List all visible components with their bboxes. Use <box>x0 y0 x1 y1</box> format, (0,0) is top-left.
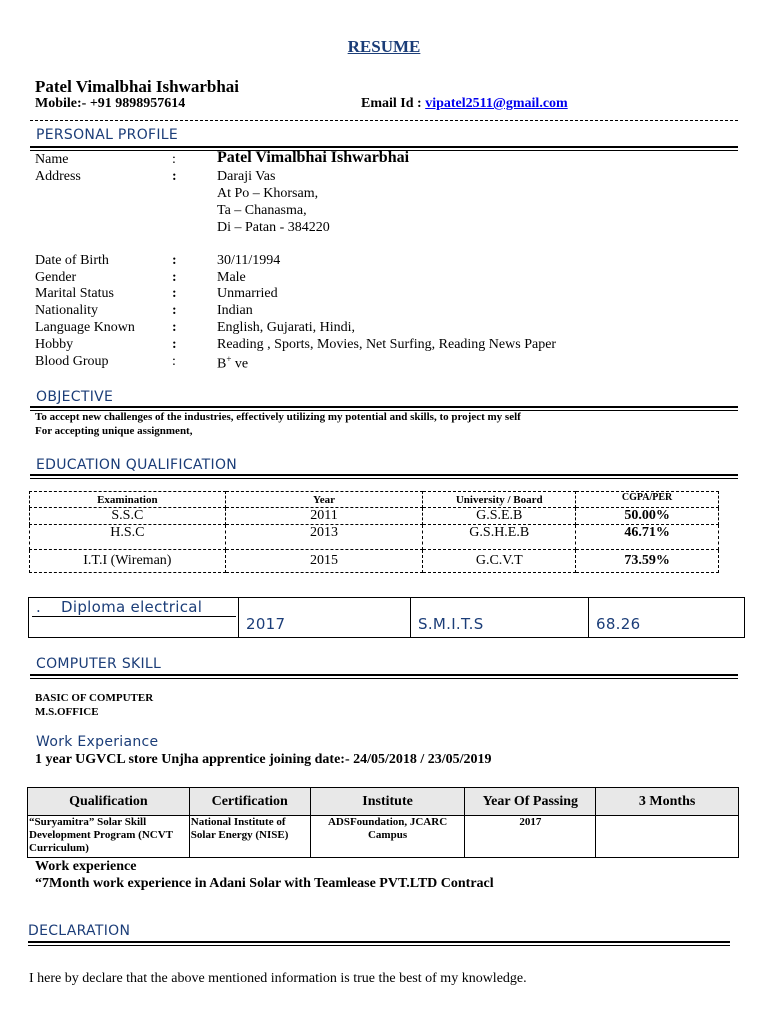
education-heading: EDUCATION QUALIFICATION <box>36 457 238 473</box>
skill-item: BASIC OF COMPUTER <box>35 692 154 704</box>
resume-title: RESUME <box>347 37 421 56</box>
address-line: Di – Patan - 384220 <box>217 220 330 235</box>
blood-group-base: B <box>217 356 227 372</box>
section-rule <box>30 678 738 679</box>
table-cell: I.T.I (Wireman) <box>30 550 226 573</box>
column-header: CGPA/PER <box>576 492 719 508</box>
table-row <box>30 550 719 573</box>
diploma-bullet: . <box>36 598 42 616</box>
table-header-row <box>30 492 719 508</box>
table-cell: H.S.C <box>30 525 226 550</box>
section-rule <box>30 478 738 479</box>
skill-item: M.S.OFFICE <box>35 706 99 718</box>
certification-table <box>27 787 739 858</box>
table-cell: National Institute of Solar Energy (NISE) <box>189 816 310 858</box>
table-cell: G.S.E.B <box>423 508 576 525</box>
diploma-underline <box>32 616 236 617</box>
field-colon: : <box>172 320 177 335</box>
objective-line-2: For accepting unique assignment, <box>35 425 193 437</box>
email-link[interactable]: vipatel2511@gmail.com <box>425 96 568 111</box>
language-value: English, Gujarati, Hindi, <box>217 320 356 335</box>
language-label: Language Known <box>35 320 135 335</box>
table-cell: 2013 <box>225 525 423 550</box>
diploma-name: Diploma electrical <box>61 598 203 616</box>
table-cell: 2011 <box>225 508 423 525</box>
blood-group-value <box>217 354 248 373</box>
table-header-row <box>28 788 739 816</box>
section-rule <box>30 474 738 476</box>
marital-status-label: Marital Status <box>35 286 114 301</box>
table-cell: 46.71% <box>576 525 719 550</box>
field-colon: : <box>172 286 177 301</box>
objective-heading: OBJECTIVE <box>36 389 114 405</box>
blood-group-sup: + <box>226 354 232 364</box>
work-experience-heading: Work Experiance <box>36 734 159 750</box>
column-header: Year Of Passing <box>465 788 596 816</box>
work-summary: 1 year UGVCL store Unjha apprentice joining date:- 24/05/2018 / 23/05/2019 <box>35 752 492 767</box>
section-rule <box>30 406 738 408</box>
table-cell: ADSFoundation, JCARC Campus <box>310 816 465 858</box>
table-row <box>28 816 739 858</box>
diploma-score: 68.26 <box>596 615 641 633</box>
blood-group-label: Blood Group <box>35 354 109 369</box>
hobby-value: Reading , Sports, Movies, Net Surfing, Reading News Paper <box>217 337 557 352</box>
work-experience-label: Work experience <box>35 859 137 874</box>
personal-profile-heading: PERSONAL PROFILE <box>36 127 179 143</box>
dob-label: Date of Birth <box>35 253 109 268</box>
mobile-number: Mobile:- +91 9898957614 <box>35 96 186 111</box>
table-cell: G.C.V.T <box>423 550 576 573</box>
table-cell: 73.59% <box>576 550 719 573</box>
field-colon: : <box>172 270 177 285</box>
nationality-label: Nationality <box>35 303 98 318</box>
column-header: Qualification <box>28 788 190 816</box>
declaration-text: I here by declare that the above mentioned information is true the best of my knowledge. <box>29 971 527 986</box>
blood-group-suffix: ve <box>231 356 249 372</box>
field-colon: : <box>172 253 177 268</box>
column-header: Certification <box>189 788 310 816</box>
name-colon: : <box>172 152 176 167</box>
table-cell: S.S.C <box>30 508 226 525</box>
diploma-divider <box>588 597 589 637</box>
table-row <box>30 508 719 525</box>
address-line: At Po – Khorsam, <box>217 186 319 201</box>
gender-label: Gender <box>35 270 77 285</box>
table-cell: 2015 <box>225 550 423 573</box>
email-label: Email Id : <box>361 96 422 111</box>
column-header: 3 Months <box>596 788 739 816</box>
section-rule <box>28 941 730 943</box>
diploma-institute: S.M.I.T.S <box>418 615 484 633</box>
marital-status-value: Unmarried <box>217 286 278 301</box>
diploma-divider <box>238 597 239 637</box>
header-divider <box>30 120 738 121</box>
address-colon: : <box>172 169 177 184</box>
declaration-heading: DECLARATION <box>28 923 131 939</box>
computer-skill-heading: COMPUTER SKILL <box>36 656 162 672</box>
table-cell: “Suryamitra” Solar Skill Development Program (NCVT Curriculum) <box>28 816 190 858</box>
blood-group-colon: : <box>172 354 176 369</box>
hobby-label: Hobby <box>35 337 74 352</box>
column-header: University / Board <box>423 492 576 508</box>
table-row <box>30 525 719 550</box>
field-colon: : <box>172 303 177 318</box>
dob-value: 30/11/1994 <box>217 253 281 268</box>
diploma-divider <box>410 597 411 637</box>
work-experience-text: “7Month work experience in Adani Solar with Teamlease PVT.LTD Contracl <box>35 876 494 891</box>
address-line: Ta – Chanasma, <box>217 203 307 218</box>
candidate-name: Patel Vimalbhai Ishwarbhai <box>35 77 240 96</box>
nationality-value: Indian <box>217 303 253 318</box>
diploma-year: 2017 <box>246 615 286 633</box>
column-header: Institute <box>310 788 465 816</box>
table-cell: G.S.H.E.B <box>423 525 576 550</box>
table-cell <box>596 816 739 858</box>
name-value: Patel Vimalbhai Ishwarbhai <box>217 149 410 166</box>
section-rule <box>30 674 738 676</box>
table-cell: 2017 <box>465 816 596 858</box>
address-line: Daraji Vas <box>217 169 276 184</box>
address-label: Address <box>35 169 81 184</box>
table-cell: 50.00% <box>576 508 719 525</box>
section-rule <box>30 146 738 148</box>
gender-value: Male <box>217 270 246 285</box>
column-header: Examination <box>30 492 226 508</box>
field-colon: : <box>172 337 177 352</box>
objective-line-1: To accept new challenges of the industries, effectively utilizing my potential and skills, to project my self <box>35 411 521 423</box>
section-rule <box>28 945 730 946</box>
name-label: Name <box>35 152 69 167</box>
column-header: Year <box>225 492 423 508</box>
email-row <box>361 96 568 112</box>
education-table <box>29 491 719 573</box>
